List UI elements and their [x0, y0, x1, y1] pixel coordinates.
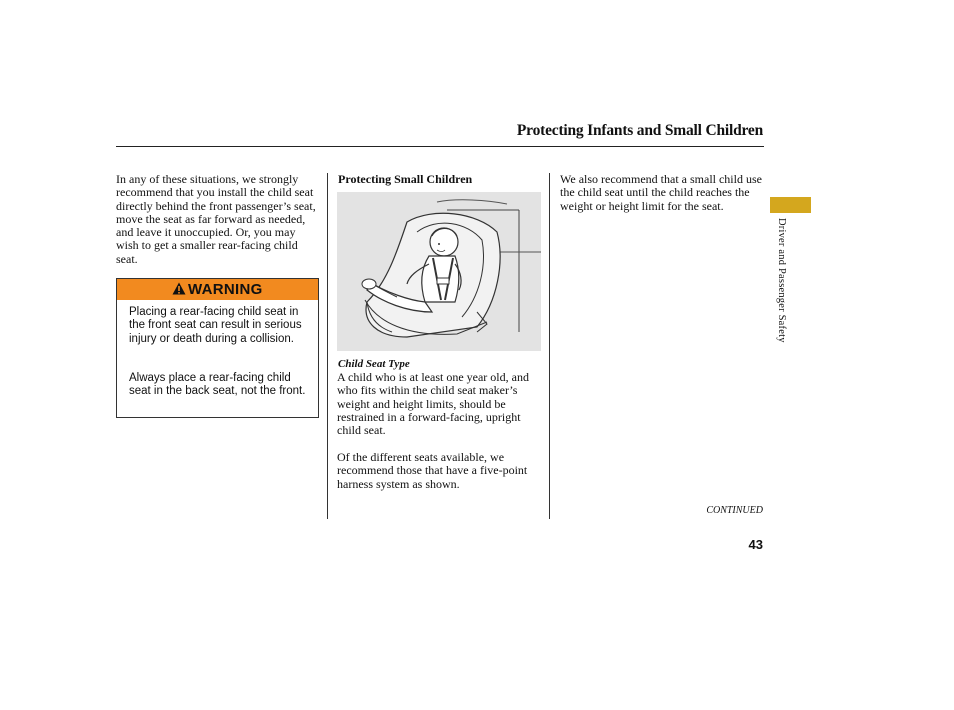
- column-2-paragraph-2: Of the different seats available, we recommend those that have a five-point harness system as shown.: [337, 450, 528, 491]
- title-rule: [116, 146, 764, 147]
- column-2-paragraph-1: A child who is at least one year old, and who fits within the child seat maker’s weight and height limits, should be restrained in a forward-facing, upright child seat.: [337, 370, 529, 438]
- figure-caption: Child Seat Type: [338, 358, 410, 370]
- continued-label: CONTINUED: [706, 505, 763, 516]
- child-seat-illustration: [337, 192, 541, 351]
- child-seat-drawing: [337, 192, 541, 351]
- section-heading: Protecting Small Children: [338, 172, 473, 186]
- column-divider-2: [549, 173, 550, 519]
- warning-paragraph-1: Placing a rear-facing child seat in the front seat can result in serious injury or death during a collision.: [129, 306, 302, 345]
- warning-label: WARNING: [188, 281, 263, 298]
- page-title: Protecting Infants and Small Children: [516, 122, 763, 139]
- page-number: 43: [748, 537, 763, 552]
- section-tab-marker: [770, 197, 811, 213]
- warning-paragraph-2: Always place a rear-facing child seat in the back seat, not the front.: [129, 372, 306, 398]
- column-1-body: In any of these situations, we strongly recommend that you install the child seat directly behind the front passenger’s seat, move the seat as far forward as needed, and leave it unoccupied. Or, you may wish to get a smaller rear-facing child seat.: [116, 172, 316, 266]
- column-divider-1: [327, 173, 328, 519]
- warning-header: [117, 279, 318, 300]
- column-3-body: We also recommend that a small child use the child seat until the child reaches the weight or height limit for the seat.: [560, 172, 762, 213]
- section-tab-label: Driver and Passenger Safety: [776, 218, 787, 343]
- warning-box: [116, 278, 319, 418]
- warning-triangle-icon: [172, 282, 186, 295]
